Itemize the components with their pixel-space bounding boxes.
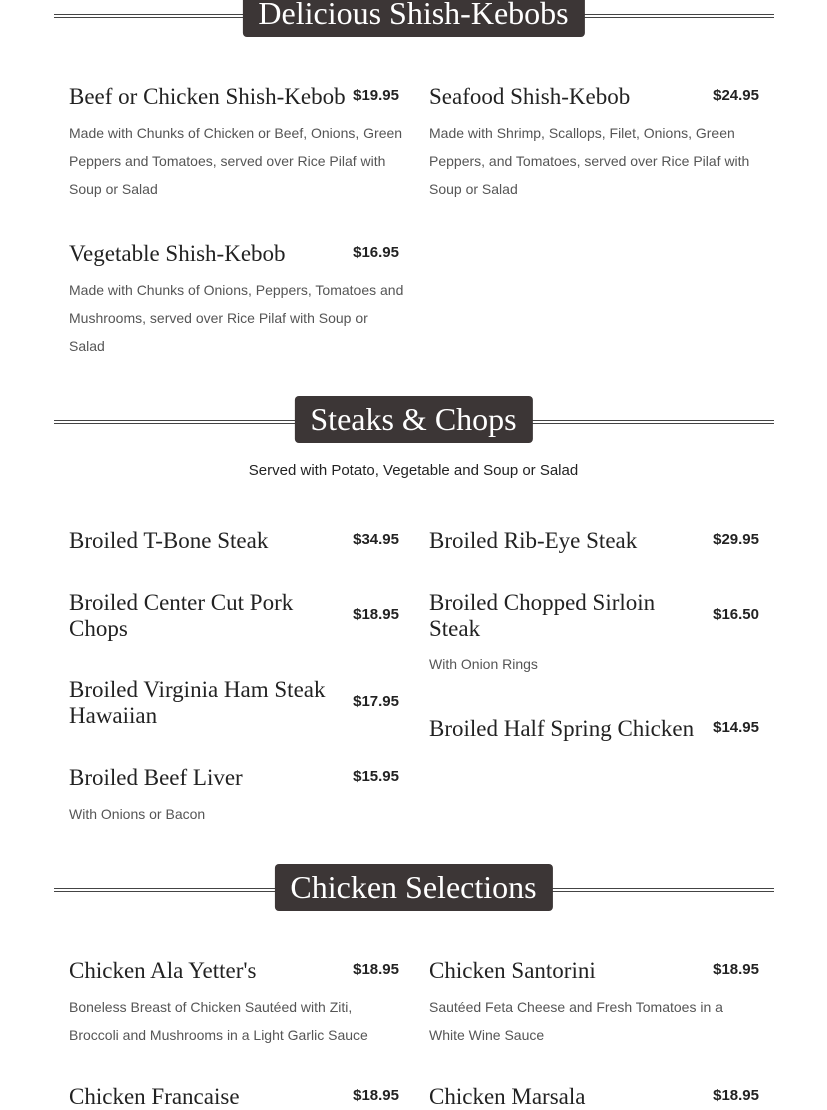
item-name: Chicken Francaise	[69, 1084, 240, 1109]
item-name: Broiled Virginia Ham Steak Hawaiian	[69, 677, 326, 728]
item-price: $18.95	[353, 606, 399, 623]
item-price: $34.95	[353, 531, 399, 548]
item-description: With Onions or Bacon	[69, 806, 206, 822]
item-name: Broiled Center Cut Pork Chops	[69, 590, 294, 641]
item-name: Chicken Marsala	[429, 1084, 586, 1109]
item-price: $18.95	[353, 1087, 399, 1104]
item-description: Sautéed Feta Cheese and Fresh Tomatoes in a White Wine Sauce	[429, 999, 723, 1043]
item-description: With Onion Rings	[429, 656, 538, 672]
item-price: $16.95	[353, 244, 399, 261]
item-name: Broiled Beef Liver	[69, 765, 243, 790]
item-name: Chicken Ala Yetter's	[69, 958, 257, 983]
item-name: Broiled Rib-Eye Steak	[429, 528, 638, 553]
item-name: Broiled T-Bone Steak	[69, 528, 269, 553]
item-name: Broiled Half Spring Chicken	[429, 716, 695, 741]
item-price: $18.95	[713, 961, 759, 978]
item-name: Vegetable Shish-Kebob	[69, 241, 286, 266]
item-price: $24.95	[713, 87, 759, 104]
item-description: Made with Shrimp, Scallops, Filet, Onions, Green Peppers, and Tomatoes, served over Rice Pilaf with Soup or Salad	[429, 125, 750, 197]
section-title-steaks-chops: Steaks & Chops	[294, 396, 532, 443]
item-description: Made with Chunks of Chicken or Beef, Onions, Green Peppers and Tomatoes, served over Rice Pilaf with Soup or Salad	[69, 125, 403, 197]
section-subtitle: Served with Potato, Vegetable and Soup or Salad	[248, 462, 579, 479]
item-price: $17.95	[353, 693, 399, 710]
item-description: Boneless Breast of Chicken Sautéed with Ziti, Broccoli and Mushrooms in a Light Garlic Sauce	[69, 999, 368, 1043]
item-price: $18.95	[713, 1087, 759, 1104]
section-title-shish-kebobs: Delicious Shish-Kebobs	[242, 0, 584, 37]
item-name: Broiled Chopped Sirloin Steak	[429, 590, 656, 641]
section-title-chicken-selections: Chicken Selections	[274, 864, 552, 911]
item-description: Made with Chunks of Onions, Peppers, Tomatoes and Mushrooms, served over Rice Pilaf with Soup or Salad	[69, 282, 404, 354]
item-price: $19.95	[353, 87, 399, 104]
item-price: $29.95	[713, 531, 759, 548]
item-price: $14.95	[713, 719, 759, 736]
item-name: Beef or Chicken Shish-Kebob	[69, 84, 346, 109]
item-price: $18.95	[353, 961, 399, 978]
item-name: Seafood Shish-Kebob	[429, 84, 631, 109]
item-price: $16.50	[713, 606, 759, 623]
item-price: $15.95	[353, 768, 399, 785]
item-name: Chicken Santorini	[429, 958, 596, 983]
